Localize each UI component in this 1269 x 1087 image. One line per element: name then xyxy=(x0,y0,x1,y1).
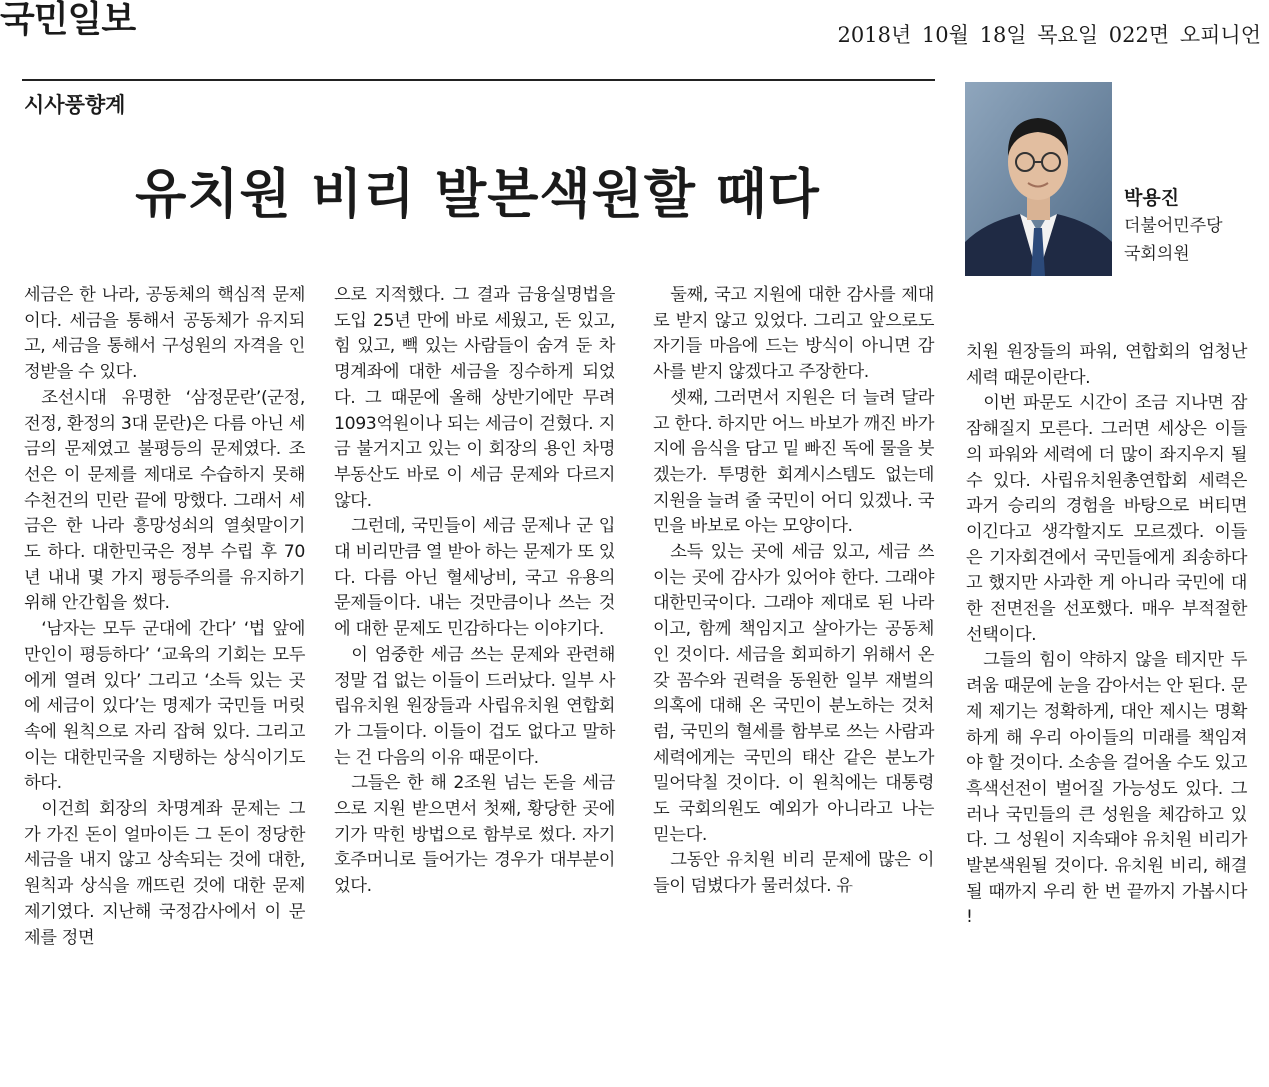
paragraph: 이번 파문도 시간이 조금 지나면 잠잠해질지 모른다. 그러면 세상은 이들의 파워와 세력에 더 많이 좌지우지 될 수 있다. 사립유치원총연합회 세력은 과거 승리의 경험을 바탕으로 버티면 이긴다고 생각할지도 모르겠다. 이들은 기자회견에서 국민들에게 죄송하다고 했지만 사과한 게 아니라 국민에 대한 전면전을 선포했다. 매우 부적절한 선택이다. xyxy=(966,393,1247,645)
author-info xyxy=(1124,184,1223,268)
author-party: 더불어민주당 xyxy=(1124,216,1223,236)
paragraph: 치원 원장들의 파워, 연합회의 엄청난 세력 때문이란다. xyxy=(966,342,1247,388)
article-headline: 유치원 비리 발본색원할 때다 xyxy=(135,164,820,225)
section-label: 시사풍향계 xyxy=(24,93,126,117)
author-name: 박용진 xyxy=(1124,187,1180,209)
paragraph: 셋째, 그러면서 지원은 더 늘려 달라고 한다. 하지만 어느 바보가 깨진 바가지에 음식을 담고 밑 빠진 독에 물을 붓겠는가. 투명한 회계시스템도 없는데 지원을 늘려 줄 국민이 어디 있겠나. 국민을 바보로 아는 모양이다. xyxy=(653,387,934,537)
paragraph: 소득 있는 곳에 세금 있고, 세금 쓰이는 곳에 감사가 있어야 한다. 그래야 대한민국이다. 그래야 제대로 된 나라이고, 함께 책임지고 살아가는 공동체인 것이다. 세금을 회피하기 위해서 온갖 꼼수와 권력을 동원한 일부 재벌의 의혹에 대해 온 국민이 분노하는 것처럼, 국민의 혈세를 함부로 쓰는 사람과 세력에게는 국민의 태산 같은 분노가 밀어닥칠 것이다. 이 원칙에는 대통령도 국회의원도 예외가 아니라고 나는 믿는다. xyxy=(653,542,934,845)
paragraph: ‘남자는 모두 군대에 간다’ ‘법 앞에 만인이 평등하다’ ‘교육의 기회는 모두에게 열려 있다’ 그리고 ‘소득 있는 곳에 세금이 있다’는 명제가 국민들 머릿속에 원칙으로 자리 잡혀 있다. 그리고 이는 대한민국을 지탱하는 상식이기도 하다. xyxy=(24,619,305,794)
article-column-1 xyxy=(24,283,305,951)
article-column-3 xyxy=(653,283,934,900)
paragraph: 세금은 한 나라, 공동체의 핵심적 문제이다. 세금을 통해서 공동체가 유지되고, 세금을 통해서 구성원의 자격을 인정받을 수 있다. xyxy=(24,285,305,383)
paragraph: 조선시대 유명한 ‘삼정문란’(군정, 전정, 환정의 3대 문란)은 다름 아닌 세금의 문제였고 불평등의 문제였다. 조선은 이 문제를 제대로 수습하지 못해 수천건의 민란 끝에 망했다. 그래서 세금은 한 나라 흥망성쇠의 열쇳말이기도 하다. 대한민국은 정부 수립 후 70년 내내 몇 가지 평등주의를 유지하기 위해 안간힘을 썼다. xyxy=(24,387,305,614)
paragraph: 그들은 한 해 2조원 넘는 돈을 세금으로 지원 받으면서 첫째, 황당한 곳에 기가 막힌 방법으로 함부로 썼다. 자기 호주머니로 들어가는 경우가 대부분이었다. xyxy=(334,773,615,897)
paragraph: 이건희 회장의 차명계좌 문제는 그가 가진 돈이 얼마이든 그 돈이 정당한 세금을 내지 않고 상속되는 것에 대한, 원칙과 상식을 깨뜨린 것에 대한 문제 제기였다. 지난해 국정감사에서 이 문제를 정면 xyxy=(24,799,305,948)
author-title: 국회의원 xyxy=(1124,244,1190,264)
article-column-2 xyxy=(334,283,615,900)
paragraph: 그들의 힘이 약하지 않을 테지만 두려움 때문에 눈을 감아서는 안 된다. 문제 제기는 정확하게, 대안 제시는 명확하게 해 우리 아이들의 미래를 책임져야 할 것이다. 소송을 걸어올 수도 있고 흑색선전이 벌어질 가능성도 있다. 그러나 국민들의 큰 성원을 체감하고 있다. 그 성원이 지속돼야 유치원 비리가 발본색원될 것이다. 유치원 비리, 해결될 때까지 우리 한 번 끝까지 가봅시다 ! xyxy=(966,650,1247,928)
paragraph: 으로 지적했다. 그 결과 금융실명법을 도입 25년 만에 바로 세웠고, 돈 있고, 힘 있고, 빽 있는 사람들이 숨겨 둔 차명계좌에 대한 세금을 징수하게 되었다. 그 때문에 올해 상반기에만 무려 1093억원이나 되는 세금이 걷혔다. 지금 불거지고 있는 이 회장의 용인 차명부동산도 바로 이 세금 문제와 다르지 않다. xyxy=(334,285,615,511)
author-photo xyxy=(965,82,1112,276)
header-rule xyxy=(22,79,935,81)
publication-info: 2018년 10월 18일 목요일 022면 오피니언 xyxy=(837,23,1261,47)
paragraph: 이 엄중한 세금 쓰는 문제와 관련해 정말 겁 없는 이들이 드러났다. 일부 사립유치원 원장들과 사립유치원 연합회가 그들이다. 이들이 겁도 없다고 말하는 건 다음의 이유 때문이다. xyxy=(334,644,615,768)
newspaper-masthead: 국민일보 xyxy=(0,0,136,40)
paragraph: 그동안 유치원 비리 문제에 많은 이들이 덤볐다가 물러섰다. 유 xyxy=(653,850,934,897)
paragraph: 그런데, 국민들이 세금 문제나 군 입대 비리만큼 열 받아 하는 문제가 또 있다. 다름 아닌 혈세낭비, 국고 유용의 문제들이다. 내는 것만큼이나 쓰는 것에 대한 문제도 민감하다는 이야기다. xyxy=(334,516,615,640)
article-column-4 xyxy=(966,340,1247,931)
paragraph: 둘째, 국고 지원에 대한 감사를 제대로 받지 않고 있었다. 그리고 앞으로도 자기들 마음에 드는 방식이 아니면 감사를 받지 않겠다고 주장한다. xyxy=(653,285,934,383)
author-portrait-icon xyxy=(965,82,1112,276)
